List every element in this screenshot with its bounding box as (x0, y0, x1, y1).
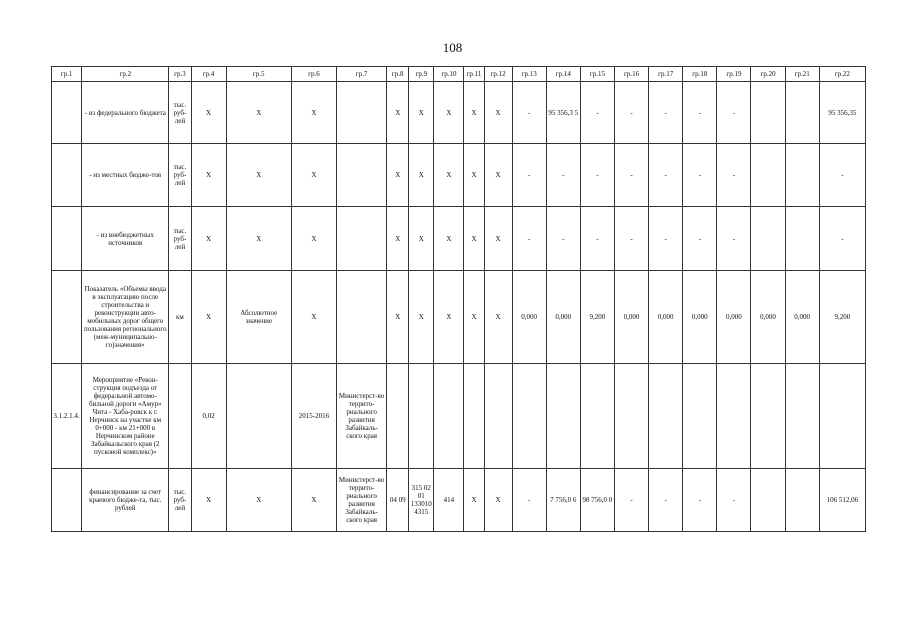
table-cell: 0,000 (649, 271, 683, 364)
table-cell (337, 144, 387, 207)
table-row (52, 144, 866, 207)
table-cell: 95 356,3 5 (546, 82, 580, 144)
table-cell: - (614, 144, 648, 207)
table-cell: X (291, 207, 336, 271)
table-cell: - (580, 207, 614, 271)
table-cell: X (464, 144, 484, 207)
header-cell: гр.9 (409, 67, 434, 82)
table-cell (751, 207, 785, 271)
table-cell: 9,200 (819, 271, 865, 364)
table-cell (169, 364, 191, 469)
table-cell: 7 756,0 6 (546, 469, 580, 532)
budget-table (51, 66, 866, 532)
table-cell: 95 356,35 (819, 82, 865, 144)
table-cell: X (434, 82, 464, 144)
table-cell: X (434, 271, 464, 364)
table-cell: - (649, 144, 683, 207)
table-cell (649, 364, 683, 469)
table-cell: финансирование за счет краевого бюдже-та, тыс. рублей (82, 469, 169, 532)
header-cell: гр.3 (169, 67, 191, 82)
table-cell: - (717, 207, 751, 271)
table-cell: - из федерального бюджета (82, 82, 169, 144)
table-cell: X (387, 207, 409, 271)
table-cell: км (169, 271, 191, 364)
table-cell: X (409, 144, 434, 207)
header-cell: гр.4 (191, 67, 226, 82)
table-cell: X (484, 207, 512, 271)
table-cell: X (409, 82, 434, 144)
table-cell: - (717, 144, 751, 207)
table-cell: 0,000 (546, 271, 580, 364)
table-cell: - (512, 469, 546, 532)
table-cell: - (683, 144, 717, 207)
table-cell: 0,000 (683, 271, 717, 364)
table-cell: X (464, 82, 484, 144)
table-cell: 315 02 01 133010 4315 (409, 469, 434, 532)
header-cell: гр.19 (717, 67, 751, 82)
table-cell: X (387, 82, 409, 144)
table-cell: X (226, 82, 291, 144)
table-cell (785, 144, 819, 207)
header-cell: гр.6 (291, 67, 336, 82)
table-cell (464, 364, 484, 469)
table-cell (52, 82, 82, 144)
table-cell: X (291, 144, 336, 207)
table-cell (785, 364, 819, 469)
table-cell (52, 207, 82, 271)
table-cell: - (819, 207, 865, 271)
table-cell: X (484, 469, 512, 532)
header-cell: гр.22 (819, 67, 865, 82)
table-cell: - (683, 82, 717, 144)
table-cell: X (226, 207, 291, 271)
table-cell: тыс. руб-лей (169, 82, 191, 144)
table-cell: X (191, 271, 226, 364)
table-cell: X (191, 144, 226, 207)
header-cell: гр.7 (337, 67, 387, 82)
header-cell: гр.14 (546, 67, 580, 82)
table-cell: X (291, 271, 336, 364)
table-cell: X (226, 469, 291, 532)
table-cell (751, 469, 785, 532)
table-cell: - (614, 207, 648, 271)
header-cell: гр.11 (464, 67, 484, 82)
table-cell: 3.1.2.1.4. (52, 364, 82, 469)
table-cell (751, 82, 785, 144)
table-cell: X (484, 144, 512, 207)
table-cell (751, 364, 785, 469)
header-cell: гр.2 (82, 67, 169, 82)
table-cell: - (683, 469, 717, 532)
table-cell: - (546, 207, 580, 271)
table-cell (751, 144, 785, 207)
table-cell (409, 364, 434, 469)
table-cell: - из местных бюдже-тов (82, 144, 169, 207)
header-cell: гр.1 (52, 67, 82, 82)
header-cell: гр.12 (484, 67, 512, 82)
table-cell: 04 09 (387, 469, 409, 532)
table-cell (52, 271, 82, 364)
table-cell (785, 469, 819, 532)
table-cell: X (464, 207, 484, 271)
page-number: 108 (442, 40, 463, 55)
header-cell: гр.8 (387, 67, 409, 82)
table-cell (546, 364, 580, 469)
header-row (52, 67, 866, 82)
table-cell: X (484, 271, 512, 364)
table-cell: Показатель «Объемы ввода в эксплуатацию после строительства и реконструкции авто-мобильных дорог общего пользования регионального (меж-муниципально-го)значения» (82, 271, 169, 364)
table-cell: - (649, 469, 683, 532)
table-cell (717, 364, 751, 469)
header-cell: гр.21 (785, 67, 819, 82)
header-cell: гр.17 (649, 67, 683, 82)
table-cell (434, 364, 464, 469)
table-cell: 2015-2016 (291, 364, 336, 469)
table-cell: - (717, 469, 751, 532)
table-cell: X (226, 144, 291, 207)
table-cell: X (291, 469, 336, 532)
table-cell: - (683, 207, 717, 271)
table-cell: X (291, 82, 336, 144)
table-cell: 106 512,06 (819, 469, 865, 532)
header-cell: гр.10 (434, 67, 464, 82)
table-cell: Мероприятие «Рекон-струкция подъезда от федеральной автомо-бильной дороги «Амур» Чита - Хаба-ровск к г. Нерчинск на участке км 0+000 - км 21+000 в Нерчинском районе Забайкальского края (2 пусковой комплекс)» (82, 364, 169, 469)
table-cell (580, 364, 614, 469)
table-cell: - (649, 82, 683, 144)
table-cell: X (387, 271, 409, 364)
table-cell: - (819, 144, 865, 207)
table-row (52, 82, 866, 144)
table-cell: - (580, 82, 614, 144)
table-cell: - (512, 82, 546, 144)
table-cell (337, 207, 387, 271)
table-cell: X (484, 82, 512, 144)
table-cell (52, 144, 82, 207)
table-cell (785, 82, 819, 144)
table-cell: - (649, 207, 683, 271)
table-cell: 0,000 (751, 271, 785, 364)
table-cell: Министерст-во террито-риального развития Забайкаль-ского края (337, 469, 387, 532)
header-cell: гр.15 (580, 67, 614, 82)
header-cell: гр.5 (226, 67, 291, 82)
table-cell: 0,000 (785, 271, 819, 364)
table-cell: Абсолютное значение (226, 271, 291, 364)
table-cell (226, 364, 291, 469)
header-cell: гр.20 (751, 67, 785, 82)
table-cell: тыс. руб-лей (169, 144, 191, 207)
table-cell: - (546, 144, 580, 207)
table-cell (337, 82, 387, 144)
table-cell: Министерст-во террито-риального развития Забайкаль-ского края (337, 364, 387, 469)
table-cell: - (614, 469, 648, 532)
table-cell: 98 756,0 0 (580, 469, 614, 532)
table-cell: - (512, 144, 546, 207)
table-cell: тыс. руб-лей (169, 207, 191, 271)
table-row (52, 207, 866, 271)
header-cell: гр.18 (683, 67, 717, 82)
table-cell: X (464, 271, 484, 364)
table-cell: X (387, 144, 409, 207)
table-row (52, 469, 866, 532)
table-cell (484, 364, 512, 469)
table-cell (614, 364, 648, 469)
table-cell: - (614, 82, 648, 144)
table-cell: 0,000 (512, 271, 546, 364)
table-cell: - (580, 144, 614, 207)
table-cell: - (512, 207, 546, 271)
table-cell: X (434, 207, 464, 271)
table-cell: X (409, 207, 434, 271)
table-cell (387, 364, 409, 469)
table-cell: 0,02 (191, 364, 226, 469)
table-cell: X (191, 469, 226, 532)
table-cell: - (717, 82, 751, 144)
table-row (52, 271, 866, 364)
header-cell: гр.16 (614, 67, 648, 82)
table-cell (512, 364, 546, 469)
table-cell: 0,000 (614, 271, 648, 364)
table-cell (337, 271, 387, 364)
table-cell (52, 469, 82, 532)
table-cell: 0,000 (717, 271, 751, 364)
table-row (52, 364, 866, 469)
table-cell: X (191, 82, 226, 144)
table-cell: X (464, 469, 484, 532)
table-cell: 414 (434, 469, 464, 532)
table-cell: 9,200 (580, 271, 614, 364)
table-cell (785, 207, 819, 271)
header-cell: гр.13 (512, 67, 546, 82)
table-cell (819, 364, 865, 469)
table-cell: X (191, 207, 226, 271)
table-cell: - из внебюджетных источников (82, 207, 169, 271)
table-cell: X (409, 271, 434, 364)
table-cell: X (434, 144, 464, 207)
table-cell (683, 364, 717, 469)
table-cell: тыс. руб-лей (169, 469, 191, 532)
